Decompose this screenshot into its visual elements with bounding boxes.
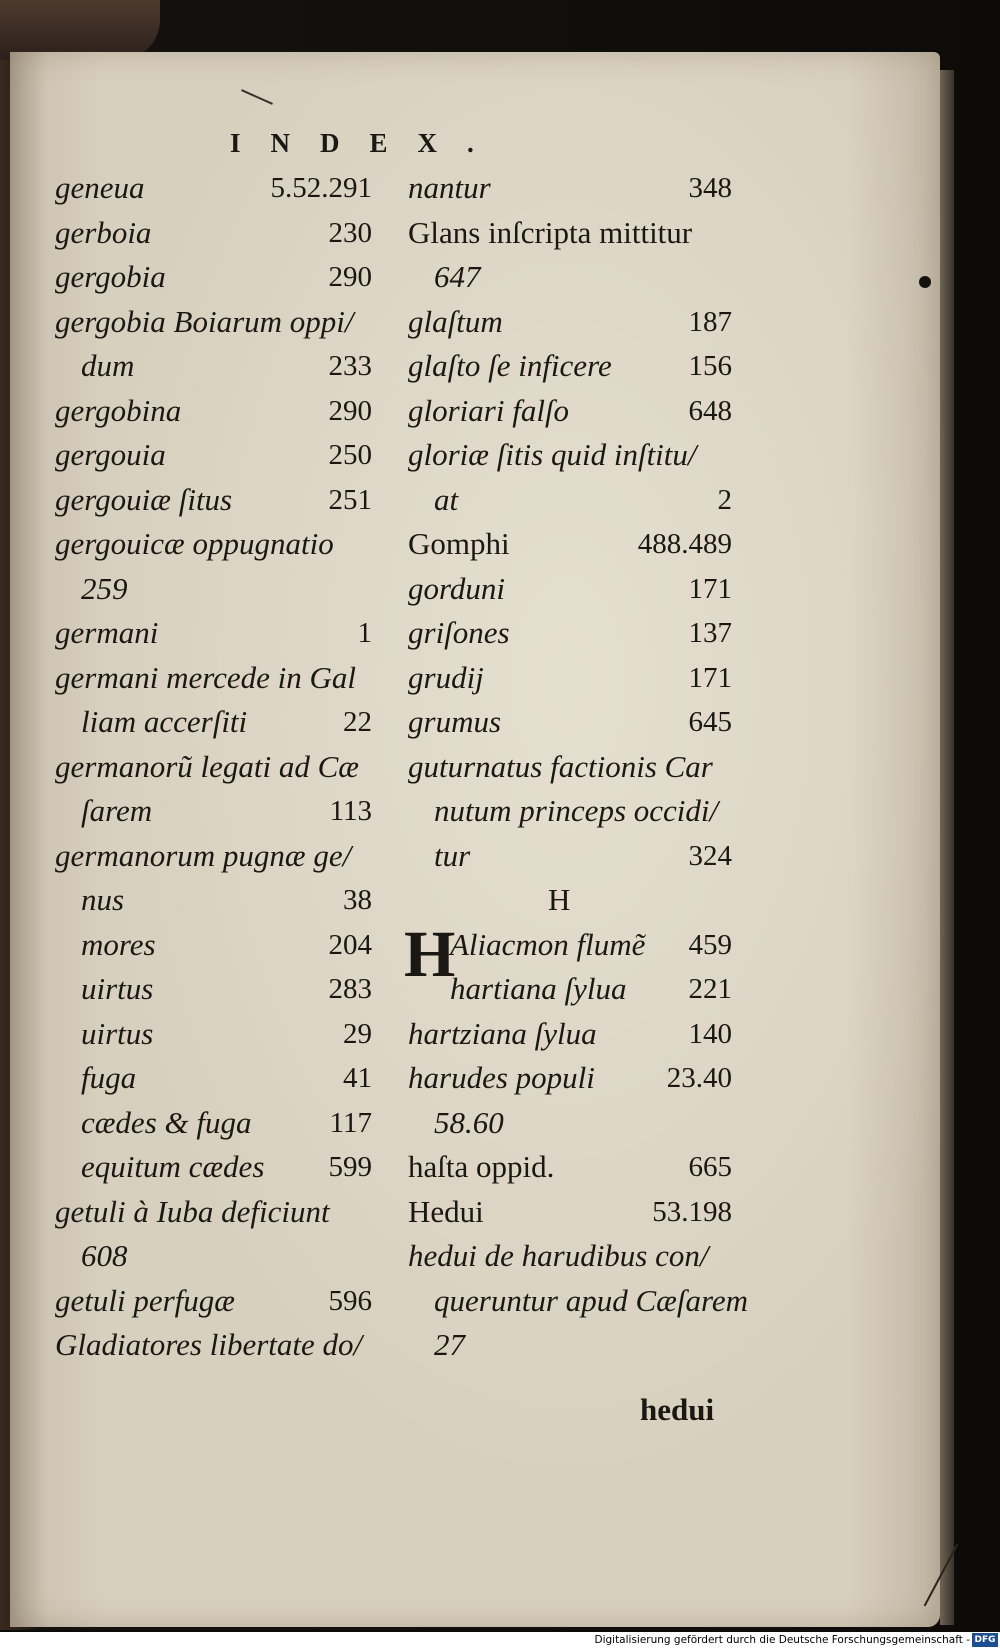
index-entry-text: Glans inſcripta mittitur xyxy=(408,214,693,250)
index-entry-text: guturnatus factionis Car xyxy=(408,748,713,784)
index-entry-page: 22 xyxy=(343,706,372,738)
dfg-logo-badge: DFG xyxy=(972,1633,998,1647)
index-entry-text: hartziana ſylua xyxy=(408,1015,597,1051)
index-entry-text: Hedui xyxy=(408,1193,484,1229)
index-entry-text: gergobia xyxy=(55,259,166,294)
index-entry-text: grumus xyxy=(408,704,502,739)
index-entry-page: 665 xyxy=(688,1151,732,1183)
index-entry-text: uirtus xyxy=(81,1015,154,1051)
index-entry-page: 648 xyxy=(688,394,732,427)
index-entry-text: at xyxy=(434,481,459,517)
index-entry-text: nantur xyxy=(408,170,491,205)
index-entry-text: Aliacmon flumẽ xyxy=(450,926,646,962)
index-entry-text: germanorũ legati ad Cæ xyxy=(55,748,359,784)
index-entry-page: 41 xyxy=(343,1062,372,1094)
index-entry-page: 233 xyxy=(328,350,372,382)
index-entry-text: hartiana ſylua xyxy=(450,971,627,1006)
index-entry-page: 290 xyxy=(328,394,372,427)
index-entry-text: uirtus xyxy=(81,971,154,1006)
index-entry-text: H xyxy=(548,882,571,917)
index-entry-page: 156 xyxy=(688,350,732,382)
index-entry-text: liam accerſiti xyxy=(81,704,248,739)
index-entry-text: grudij xyxy=(408,659,484,695)
index-entry-text: nus xyxy=(81,882,125,917)
index-entry-text: harudes populi xyxy=(408,1060,595,1095)
index-entry-text: tur xyxy=(434,837,471,873)
index-entry-text: 58.60 xyxy=(434,1104,504,1140)
index-entry-page: 459 xyxy=(688,928,732,961)
index-entry-page: 23.40 xyxy=(666,1062,732,1094)
index-entry-text: glaſtum xyxy=(408,303,503,339)
index-entry-page: 2 xyxy=(717,483,732,516)
index-entry-text: gergouia xyxy=(55,437,166,472)
index-entry-page: 221 xyxy=(688,973,732,1005)
ink-dot xyxy=(919,276,931,288)
index-entry-text: germani xyxy=(55,615,159,650)
book-binding xyxy=(0,0,160,60)
index-entry-text: gloriari falſo xyxy=(408,392,570,428)
index-entry-text: equitum cædes xyxy=(81,1149,265,1184)
index-entry-page: 29 xyxy=(343,1017,372,1050)
index-entry-page: 204 xyxy=(328,928,372,961)
index-entry-page: 250 xyxy=(328,439,372,471)
index-entry-text: cædes & fuga xyxy=(81,1104,252,1140)
index-entry-text: gergouiæ ſitus xyxy=(55,481,233,517)
index-entry-text: gergouicæ oppugnatio xyxy=(55,526,334,561)
index-entry-text: gerboia xyxy=(55,214,152,250)
index-entry-text: mores xyxy=(81,926,156,962)
index-entry-text: getuli perfugæ xyxy=(55,1282,235,1318)
index-entry-page: 137 xyxy=(688,617,732,649)
index-entry-page: 187 xyxy=(688,305,732,338)
catchword: hedui xyxy=(640,1392,715,1427)
index-entry-text: gergobia Boiarum oppi/ xyxy=(55,303,354,339)
index-entry-text: Gomphi xyxy=(408,526,510,561)
page-fore-edge xyxy=(940,70,954,1625)
index-entry-page: 290 xyxy=(328,261,372,293)
index-entry-page: 348 xyxy=(688,172,732,204)
index-entry-page: 230 xyxy=(328,216,372,249)
page-title: INDEX. xyxy=(230,128,504,158)
index-entry-page: 171 xyxy=(688,661,732,694)
index-entry-page: 113 xyxy=(329,795,372,827)
index-entry-page: 117 xyxy=(329,1106,372,1139)
index-entry-text: 27 xyxy=(434,1327,465,1362)
index-entry-page: 1 xyxy=(357,617,372,649)
index-entry-page: 171 xyxy=(688,572,732,605)
index-entry-page: 283 xyxy=(328,973,372,1005)
index-entry-text: haſta oppid. xyxy=(408,1149,555,1184)
index-entry-page: 38 xyxy=(343,884,372,916)
index-entry-text: griſones xyxy=(408,615,510,650)
index-entry-page: 140 xyxy=(688,1017,732,1050)
index-entry-text: germani mercede in Gal xyxy=(55,659,357,695)
index-entry-text: Gladiatores libertate do/ xyxy=(55,1327,363,1362)
index-entry-text: ſarem xyxy=(81,793,153,828)
drop-cap-letter: H xyxy=(404,918,456,991)
index-entry-text: gergobina xyxy=(55,392,182,428)
index-entry-page: 488.489 xyxy=(637,528,732,560)
index-entry-text: 608 xyxy=(81,1238,128,1273)
index-entry-text: fuga xyxy=(81,1060,137,1095)
index-entry-page: 5.52.291 xyxy=(270,172,372,204)
index-entry-text: hedui de harudibus con/ xyxy=(408,1238,709,1273)
index-entry-text: dum xyxy=(81,348,135,383)
index-entry-page: 599 xyxy=(328,1151,372,1183)
index-entry-text: getuli à Iuba deficiunt xyxy=(55,1193,330,1229)
index-entry-page: 53.198 xyxy=(652,1195,732,1228)
index-entry-text: glaſto ſe inficere xyxy=(408,348,612,383)
index-entry-page: 596 xyxy=(328,1284,372,1317)
index-entry-text: gloriæ ſitis quid inſtitu/ xyxy=(408,437,697,472)
index-entry-text: germanorum pugnæ ge/ xyxy=(55,837,352,873)
index-entry-page: 251 xyxy=(328,483,372,516)
index-entry-text: gorduni xyxy=(408,570,506,606)
index-entry-text: 259 xyxy=(81,570,128,606)
index-entry-text: nutum princeps occidi/ xyxy=(434,793,719,828)
footer-credit: Digitalisierung gefördert durch die Deutsche Forschungsgemeinschaft - xyxy=(594,1634,970,1646)
index-entry-page: 324 xyxy=(688,839,732,872)
index-entry-page: 645 xyxy=(688,706,732,738)
index-entry-text: queruntur apud Cæſarem xyxy=(434,1282,749,1318)
index-entry-text: geneua xyxy=(55,170,145,205)
index-entry-text: 647 xyxy=(434,259,481,294)
